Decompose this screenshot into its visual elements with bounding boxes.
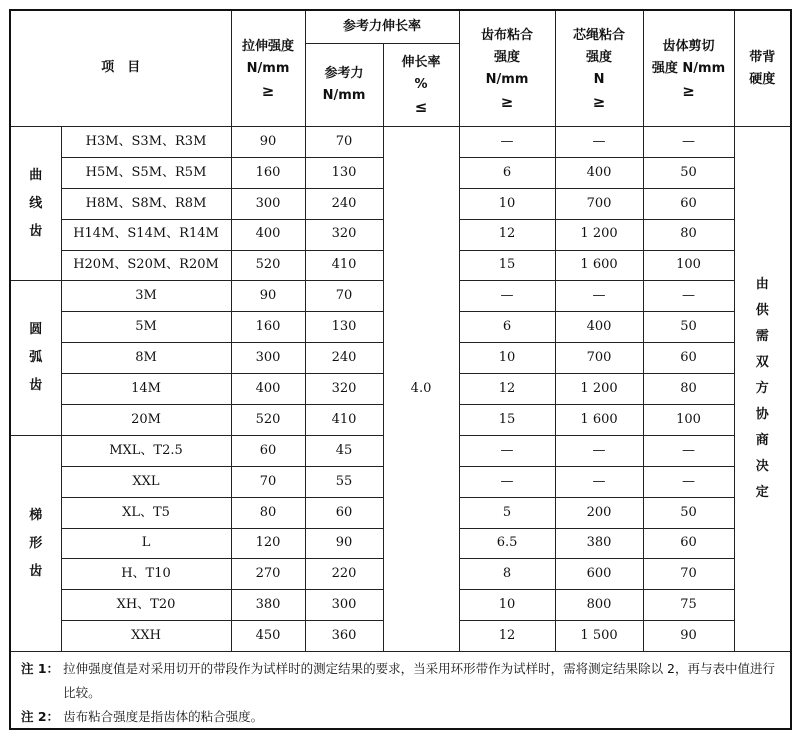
tensile-cell: 60 — [231, 435, 305, 466]
ref-force-cell: 55 — [305, 466, 383, 497]
ref-force-cell: 60 — [305, 497, 383, 528]
item-cell: H14M、S14M、R14M — [61, 219, 231, 250]
header-shear-line: 齿体剪切 — [662, 38, 715, 54]
cord-adhesion-cell: — — [555, 127, 643, 158]
item-cell: MXL、T2.5 — [61, 435, 231, 466]
header-ref-group-label: 参考力伸长率 — [343, 18, 422, 34]
note-text: 齿布粘合强度是指齿体的粘合强度。 — [63, 709, 264, 724]
tensile-cell: 160 — [231, 157, 305, 188]
fabric-adhesion-cell: 10 — [459, 343, 555, 374]
fabric-adhesion-cell: 6 — [459, 157, 555, 188]
cord-adhesion-cell: 380 — [555, 528, 643, 559]
tooth-shear-cell: 75 — [643, 590, 734, 621]
item-cell: XH、T20 — [61, 590, 231, 621]
fabric-adhesion-cell: — — [459, 281, 555, 312]
tooth-shear-cell: 70 — [643, 559, 734, 590]
tooth-shear-cell: 100 — [643, 405, 734, 436]
item-cell: 3M — [61, 281, 231, 312]
ref-force-cell: 300 — [305, 590, 383, 621]
cord-adhesion-cell: 1 200 — [555, 219, 643, 250]
back-hardness-cell — [734, 127, 790, 652]
header-fabric-unit: N/mm — [485, 71, 529, 87]
tooth-shear-cell: — — [643, 435, 734, 466]
fabric-adhesion-cell: 10 — [459, 590, 555, 621]
item-cell: XXH — [61, 621, 231, 652]
header-item-label: 项 目 — [101, 60, 141, 76]
ref-force-cell: 45 — [305, 435, 383, 466]
item-cell: H20M、S20M、R20M — [61, 250, 231, 281]
tensile-cell: 520 — [231, 405, 305, 436]
tensile-cell: 160 — [231, 312, 305, 343]
item-cell: H、T10 — [61, 559, 231, 590]
fabric-adhesion-cell: — — [459, 466, 555, 497]
group-label-cell — [11, 281, 61, 435]
cord-adhesion-cell: 1 500 — [555, 621, 643, 652]
cord-adhesion-cell: — — [555, 281, 643, 312]
cord-adhesion-cell: 700 — [555, 188, 643, 219]
elongation-cell: 4.0 — [383, 127, 459, 652]
note-text: 拉伸强度值是对采用切开的带段作为试样时的测定结果的要求，当采用环形带作为试样时，需将测定结果除以 2，再与表中值进行比较。 — [63, 661, 775, 700]
header-fabric-symbol: ≥ — [500, 92, 514, 111]
fabric-adhesion-cell: 15 — [459, 250, 555, 281]
item-cell: L — [61, 528, 231, 559]
tensile-cell: 80 — [231, 497, 305, 528]
ref-force-cell: 240 — [305, 343, 383, 374]
item-cell: 8M — [61, 343, 231, 374]
fabric-adhesion-cell: 6.5 — [459, 528, 555, 559]
tooth-shear-cell: 80 — [643, 219, 734, 250]
cord-adhesion-cell: 1 200 — [555, 374, 643, 405]
tooth-shear-cell: 80 — [643, 374, 734, 405]
tensile-cell: 90 — [231, 281, 305, 312]
header-elongation — [383, 44, 459, 127]
item-cell: H8M、S8M、R8M — [61, 188, 231, 219]
tooth-shear-cell: 60 — [643, 528, 734, 559]
item-cell: XXL — [61, 466, 231, 497]
cord-adhesion-cell: 200 — [555, 497, 643, 528]
fabric-adhesion-cell: 5 — [459, 497, 555, 528]
header-shear-unit: 强度 N/mm — [651, 60, 726, 76]
ref-force-cell: 410 — [305, 250, 383, 281]
back-hardness-value: 由供需双方协商决定 — [755, 277, 769, 501]
tensile-cell: 400 — [231, 219, 305, 250]
fabric-adhesion-cell: — — [459, 127, 555, 158]
ref-force-cell: 130 — [305, 157, 383, 188]
fabric-adhesion-cell: 12 — [459, 621, 555, 652]
group-label-cell — [11, 127, 61, 281]
header-elongation-unit: % — [414, 77, 428, 92]
cord-adhesion-cell: 1 600 — [555, 250, 643, 281]
item-cell: 20M — [61, 405, 231, 436]
tensile-cell: 70 — [231, 466, 305, 497]
header-elongation-symbol: ≤ — [414, 98, 428, 116]
fabric-adhesion-cell: 12 — [459, 219, 555, 250]
cord-adhesion-cell: — — [555, 435, 643, 466]
header-cord-symbol: ≥ — [592, 92, 606, 111]
tooth-shear-cell: — — [643, 466, 734, 497]
tensile-cell: 520 — [231, 250, 305, 281]
spec-table-frame — [9, 9, 792, 730]
note-label: 注 2： — [21, 709, 60, 724]
note-2 — [21, 705, 782, 729]
ref-force-cell: 320 — [305, 219, 383, 250]
header-tensile-line: 拉伸强度 — [242, 38, 295, 54]
item-cell: H5M、S5M、R5M — [61, 157, 231, 188]
fabric-adhesion-cell: 12 — [459, 374, 555, 405]
header-row-1 — [11, 11, 790, 44]
cord-adhesion-cell: 700 — [555, 343, 643, 374]
cord-adhesion-cell: 600 — [555, 559, 643, 590]
header-back-hardness — [734, 11, 790, 127]
header-cord-line: 芯绳粘合 — [573, 27, 626, 43]
ref-force-cell: 220 — [305, 559, 383, 590]
fabric-adhesion-cell: — — [459, 435, 555, 466]
header-tensile — [231, 11, 305, 127]
item-cell: H3M、S3M、R3M — [61, 127, 231, 158]
ref-force-cell: 70 — [305, 127, 383, 158]
tooth-shear-cell: 50 — [643, 497, 734, 528]
tooth-shear-cell: 50 — [643, 312, 734, 343]
ref-force-cell: 130 — [305, 312, 383, 343]
header-ref-force-unit: N/mm — [322, 88, 366, 103]
ref-force-cell: 320 — [305, 374, 383, 405]
fabric-adhesion-cell: 6 — [459, 312, 555, 343]
group-label: 圆弧齿 — [29, 322, 43, 394]
header-cord-line: 强度 — [586, 49, 613, 65]
fabric-adhesion-cell: 15 — [459, 405, 555, 436]
cord-adhesion-cell: 800 — [555, 590, 643, 621]
header-cord-adhesion — [555, 11, 643, 127]
tensile-cell: 300 — [231, 343, 305, 374]
ref-force-cell: 410 — [305, 405, 383, 436]
header-fabric-line: 齿布粘合 — [481, 27, 534, 43]
header-tensile-symbol: ≥ — [261, 81, 275, 100]
tooth-shear-cell: 50 — [643, 157, 734, 188]
tooth-shear-cell: 60 — [643, 188, 734, 219]
table-notes — [11, 647, 790, 728]
tooth-shear-cell: 90 — [643, 621, 734, 652]
tensile-cell: 450 — [231, 621, 305, 652]
header-item — [11, 11, 231, 127]
cord-adhesion-cell: 400 — [555, 312, 643, 343]
ref-force-cell: 360 — [305, 621, 383, 652]
tooth-shear-cell: 60 — [643, 343, 734, 374]
group-label-cell — [11, 435, 61, 651]
ref-force-cell: 70 — [305, 281, 383, 312]
item-cell: 5M — [61, 312, 231, 343]
header-fabric-line: 强度 — [494, 49, 521, 65]
tensile-cell: 90 — [231, 127, 305, 158]
tensile-cell: 270 — [231, 559, 305, 590]
header-ref-force — [305, 44, 383, 127]
tensile-cell: 400 — [231, 374, 305, 405]
tooth-shear-cell: 100 — [643, 250, 734, 281]
group-label: 梯形齿 — [29, 507, 43, 579]
tensile-cell: 300 — [231, 188, 305, 219]
table-row — [11, 127, 790, 158]
header-cord-unit: N — [593, 71, 605, 87]
item-cell: XL、T5 — [61, 497, 231, 528]
header-back-line: 带背 — [749, 49, 776, 65]
cord-adhesion-cell: 1 600 — [555, 405, 643, 436]
ref-force-cell: 240 — [305, 188, 383, 219]
header-tooth-shear — [643, 11, 734, 127]
tensile-cell: 120 — [231, 528, 305, 559]
header-tensile-unit: N/mm — [246, 60, 290, 76]
header-shear-symbol: ≥ — [682, 81, 695, 100]
belt-spec-table — [11, 11, 790, 652]
header-ref-group — [305, 11, 459, 44]
cord-adhesion-cell: 400 — [555, 157, 643, 188]
tensile-cell: 380 — [231, 590, 305, 621]
header-ref-force-line: 参考力 — [324, 66, 364, 81]
fabric-adhesion-cell: 10 — [459, 188, 555, 219]
tooth-shear-cell: — — [643, 127, 734, 158]
fabric-adhesion-cell: 8 — [459, 559, 555, 590]
cord-adhesion-cell: — — [555, 466, 643, 497]
header-fabric-adhesion — [459, 11, 555, 127]
note-label: 注 1： — [21, 661, 60, 676]
header-elongation-line: 伸长率 — [401, 55, 441, 70]
ref-force-cell: 90 — [305, 528, 383, 559]
item-cell: 14M — [61, 374, 231, 405]
header-back-line: 硬度 — [749, 71, 776, 87]
group-label: 曲线齿 — [29, 167, 43, 239]
tooth-shear-cell: — — [643, 281, 734, 312]
note-1 — [21, 657, 782, 705]
